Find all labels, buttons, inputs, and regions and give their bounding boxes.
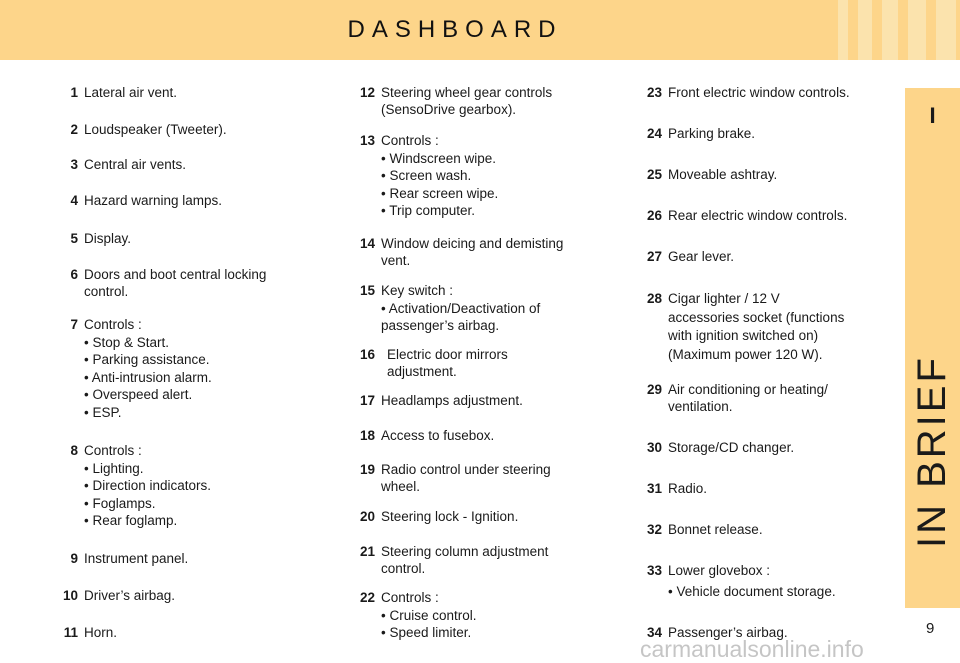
legend-number: 33 <box>646 563 662 578</box>
legend-line: Lower glovebox : <box>668 563 771 578</box>
legend-line: Cigar lighter / 12 V <box>668 291 780 306</box>
legend-line: Key switch : <box>381 283 454 298</box>
legend-line: Window deicing and demisting <box>381 236 564 251</box>
legend-line: adjustment. <box>387 364 457 379</box>
page-number: 9 <box>926 620 935 637</box>
legend-text <box>84 550 188 567</box>
legend-line: • Direction indicators. <box>84 478 212 493</box>
legend-line: Moveable ashtray. <box>668 167 778 182</box>
legend-number: 23 <box>646 85 662 100</box>
legend-line: control. <box>381 561 426 576</box>
legend-text <box>381 235 563 269</box>
legend-line: Radio. <box>668 481 708 496</box>
legend-text <box>84 442 211 529</box>
legend-text <box>381 461 551 495</box>
legend-number: 7 <box>70 317 78 332</box>
legend-line: Parking brake. <box>668 126 756 141</box>
legend-number: 31 <box>646 481 662 496</box>
legend-number: 2 <box>70 122 78 137</box>
legend-line: • Activation/Deactivation of <box>381 300 541 316</box>
legend-text <box>84 121 227 138</box>
legend-number: 9 <box>70 551 78 566</box>
legend-line: Loudspeaker (Tweeter). <box>84 122 227 137</box>
legend-text <box>387 346 508 380</box>
section-label: IN BRIEF <box>910 355 954 548</box>
legend-number: 27 <box>646 249 662 264</box>
legend-line: Controls : <box>381 133 439 148</box>
legend-text <box>84 156 186 173</box>
legend-number: 16 <box>359 347 375 362</box>
legend-number: 6 <box>70 267 78 282</box>
legend-number: 5 <box>70 231 78 246</box>
header-band <box>0 0 960 60</box>
legend-number: 32 <box>646 522 662 537</box>
legend-line: Rear electric window controls. <box>668 208 848 223</box>
legend-text <box>381 543 548 577</box>
legend-text <box>381 132 498 219</box>
legend-text <box>381 508 518 525</box>
legend-number: 26 <box>646 208 662 223</box>
legend-text <box>381 589 477 641</box>
legend-text <box>668 521 763 538</box>
legend-text <box>381 392 523 409</box>
legend-number: 25 <box>646 167 662 182</box>
legend-line: Instrument panel. <box>84 551 189 566</box>
legend-text <box>84 192 222 209</box>
legend-number: 30 <box>646 440 662 455</box>
legend-number: 22 <box>359 590 375 605</box>
legend-line: Radio control under steering <box>381 462 551 477</box>
legend-text <box>668 248 734 265</box>
legend-text <box>668 207 847 224</box>
legend-line: • Stop & Start. <box>84 334 170 350</box>
legend-number: 29 <box>646 382 662 397</box>
legend-text <box>668 480 707 497</box>
legend-number: 13 <box>359 133 375 148</box>
legend-line: vent. <box>381 253 411 268</box>
legend-line: Air conditioning or heating/ <box>668 382 828 397</box>
legend-line: Storage/CD changer. <box>668 440 795 455</box>
legend-line: control. <box>84 284 129 299</box>
legend-number: 3 <box>70 157 78 172</box>
legend-line: Central air vents. <box>84 157 187 172</box>
legend-number: 20 <box>359 509 375 524</box>
legend-number: 1 <box>70 85 78 100</box>
legend-number: 14 <box>359 236 375 251</box>
legend-line: Hazard warning lamps. <box>84 193 223 208</box>
chapter-sidebar <box>905 88 960 608</box>
legend-text <box>84 84 177 101</box>
legend-text <box>84 624 117 641</box>
legend-line: • Cruise control. <box>381 607 477 623</box>
legend-number: 24 <box>646 126 662 141</box>
legend-line: passenger’s airbag. <box>381 318 500 333</box>
legend-line: Headlamps adjustment. <box>381 393 523 408</box>
header-stripes <box>830 0 960 60</box>
legend-text <box>84 587 175 604</box>
legend-text <box>668 562 836 600</box>
legend-line: Steering wheel gear controls <box>381 85 553 100</box>
legend-line: • ESP. <box>84 404 122 420</box>
legend-number: 11 <box>63 625 78 640</box>
legend-line: Display. <box>84 231 132 246</box>
legend-text <box>84 230 131 247</box>
legend-line: Horn. <box>84 625 118 640</box>
legend-number: 15 <box>359 283 375 298</box>
legend-number: 12 <box>359 85 375 100</box>
legend-line: Gear lever. <box>668 249 735 264</box>
legend-line: accessories socket (functions <box>668 309 845 325</box>
legend-line: Controls : <box>84 443 142 458</box>
legend-number: 17 <box>359 393 375 408</box>
legend-line: • Trip computer. <box>381 203 476 218</box>
legend-line: • Rear screen wipe. <box>381 185 499 201</box>
legend-line: • Screen wash. <box>381 168 472 183</box>
legend-line: • Rear foglamp. <box>84 513 178 528</box>
legend-line: Lateral air vent. <box>84 85 178 100</box>
legend-number: 21 <box>359 544 375 559</box>
legend-line: • Foglamps. <box>84 495 156 511</box>
legend-line: (SensoDrive gearbox). <box>381 102 517 117</box>
legend-line: Access to fusebox. <box>381 428 495 443</box>
legend-line: • Vehicle document storage. <box>668 584 836 599</box>
legend-line: Bonnet release. <box>668 522 763 537</box>
legend-text <box>381 84 552 118</box>
legend-number: 18 <box>359 428 375 443</box>
legend-line: Steering column adjustment <box>381 544 549 559</box>
page-title: DASHBOARD <box>347 16 563 43</box>
legend-text <box>668 439 794 456</box>
legend-line: Electric door mirrors <box>387 347 508 362</box>
legend-line: wheel. <box>381 479 421 494</box>
legend-line: Controls : <box>381 590 439 605</box>
legend-line: • Windscreen wipe. <box>381 150 497 166</box>
legend-line: Passenger’s airbag. <box>668 625 788 640</box>
legend-line: Controls : <box>84 317 142 332</box>
legend-line: • Parking assistance. <box>84 352 210 367</box>
legend-line: • Speed limiter. <box>381 625 472 640</box>
legend-line: Doors and boot central locking <box>84 267 267 282</box>
legend-line: with ignition switched on) <box>668 328 819 343</box>
legend-line: Front electric window controls. <box>668 85 850 100</box>
legend-number: 10 <box>62 588 78 603</box>
legend-number: 28 <box>646 291 662 306</box>
legend-number: 34 <box>646 625 662 640</box>
legend-line: • Lighting. <box>84 460 144 476</box>
legend-text <box>668 381 828 415</box>
legend-text <box>381 427 494 444</box>
legend-text <box>84 266 266 300</box>
legend-text <box>668 125 755 142</box>
legend-line: • Overspeed alert. <box>84 387 193 402</box>
legend-text <box>668 84 850 101</box>
legend-number: 19 <box>359 462 375 477</box>
legend-text <box>381 282 540 334</box>
legend-line: • Anti-intrusion alarm. <box>84 369 212 385</box>
legend-line: Driver’s airbag. <box>84 588 176 603</box>
legend-line: ventilation. <box>668 399 733 414</box>
legend-text <box>84 316 212 421</box>
legend-number: 4 <box>70 193 78 208</box>
watermark: carmanualsonline.info <box>640 636 864 662</box>
legend-line: Steering lock - Ignition. <box>381 509 519 524</box>
legend-number: 8 <box>70 443 78 458</box>
legend-line: (Maximum power 120 W). <box>668 346 823 362</box>
legend-text <box>668 166 777 183</box>
chapter-number: I <box>929 103 936 128</box>
legend-text <box>668 290 844 363</box>
